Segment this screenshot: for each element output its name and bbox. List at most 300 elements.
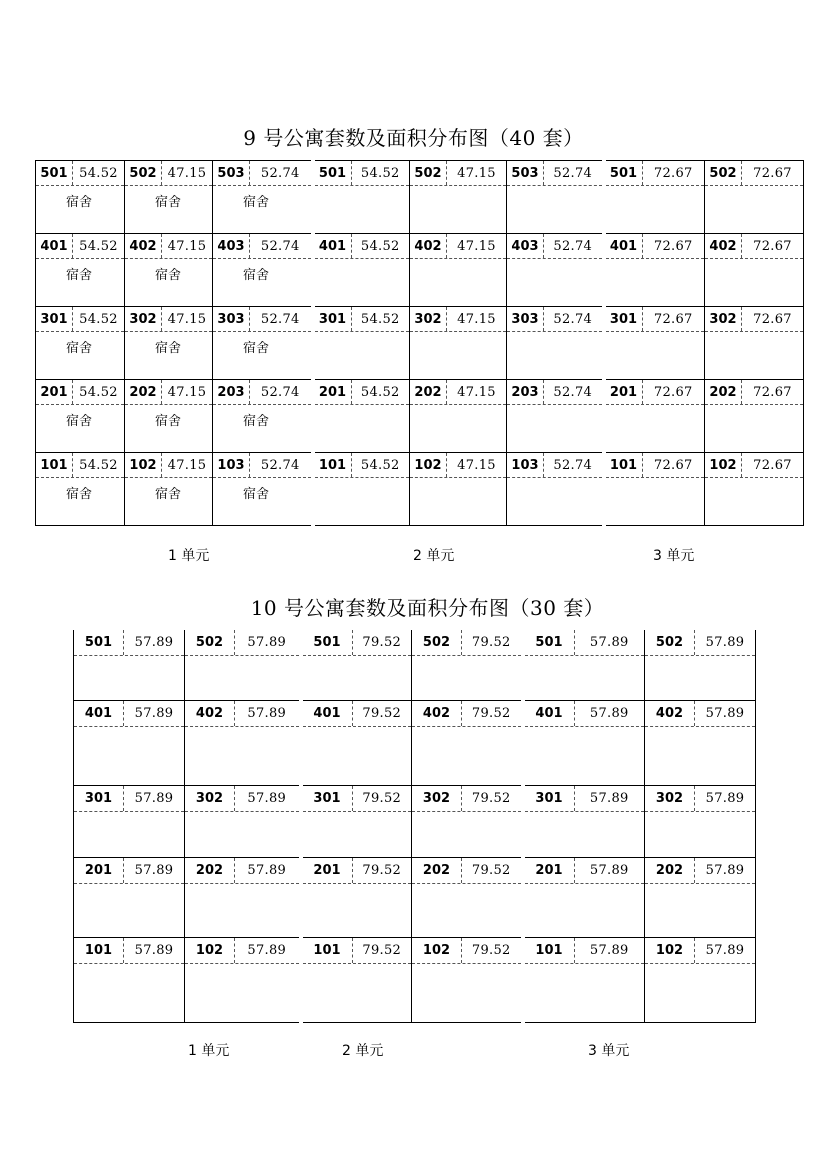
apartment-header xyxy=(645,938,755,964)
apartment-cell xyxy=(507,307,604,380)
room-area: 52.74 xyxy=(553,166,593,181)
apartment-cell xyxy=(125,380,213,453)
room-number: 501 xyxy=(303,630,353,655)
room-area: 47.15 xyxy=(167,312,207,327)
room-usage-note xyxy=(507,332,602,337)
room-usage-note: 宿舍 xyxy=(66,195,93,210)
room-area: 47.15 xyxy=(457,239,496,254)
room-area: 47.15 xyxy=(457,385,496,400)
apartment-cell xyxy=(213,453,313,526)
room-number: 102 xyxy=(410,453,447,477)
apartment-cell xyxy=(313,234,410,307)
room-number: 202 xyxy=(410,380,447,404)
room-number: 502 xyxy=(412,630,462,655)
room-number: 202 xyxy=(705,380,742,404)
apartment-cell xyxy=(301,858,412,938)
room-usage-note xyxy=(606,405,705,410)
room-number: 103 xyxy=(507,453,544,477)
room-number: 201 xyxy=(525,858,575,883)
room-area: 57.89 xyxy=(247,706,287,721)
building9-unit-3-label: 3 单元 xyxy=(653,548,695,564)
apartment-cell xyxy=(507,453,604,526)
apartment-header xyxy=(412,630,521,656)
room-area: 57.89 xyxy=(134,791,174,806)
room-number: 101 xyxy=(303,938,353,963)
room-area: 57.89 xyxy=(247,635,287,650)
apartment-header xyxy=(412,786,521,812)
apartment-cell xyxy=(705,307,804,380)
room-number: 502 xyxy=(125,161,162,185)
apartment-cell xyxy=(185,858,301,938)
apartment-header xyxy=(185,786,299,812)
apartment-header xyxy=(412,938,521,964)
apartment-cell xyxy=(412,858,523,938)
room-usage-note: 宿舍 xyxy=(243,487,270,502)
room-number: 403 xyxy=(213,234,250,258)
apartment-header xyxy=(645,786,755,812)
apartment-cell xyxy=(705,453,804,526)
room-number: 502 xyxy=(705,161,742,185)
apartment-header xyxy=(507,453,602,478)
apartment-cell xyxy=(705,234,804,307)
room-usage-note xyxy=(507,478,602,483)
apartment-cell xyxy=(74,938,185,1023)
room-area: 54.52 xyxy=(79,458,118,473)
room-area: 47.15 xyxy=(167,458,207,473)
apartment-cell xyxy=(604,234,705,307)
apartment-header xyxy=(606,453,705,478)
apartment-cell xyxy=(36,307,125,380)
room-number: 303 xyxy=(213,307,250,331)
room-number: 301 xyxy=(525,786,575,811)
room-usage-note xyxy=(705,332,803,337)
room-area: 52.74 xyxy=(260,166,300,181)
apartment-header xyxy=(36,234,124,259)
floor-row xyxy=(36,161,804,234)
apartment-cell xyxy=(645,786,756,858)
room-number: 203 xyxy=(213,380,250,404)
apartment-header xyxy=(74,701,184,727)
room-area: 57.89 xyxy=(134,706,174,721)
room-area: 57.89 xyxy=(589,791,629,806)
apartment-cell xyxy=(523,938,645,1023)
apartment-header xyxy=(315,380,410,405)
room-number: 302 xyxy=(410,307,447,331)
room-usage-note xyxy=(410,186,506,191)
apartment-header xyxy=(74,786,184,812)
floor-row xyxy=(36,453,804,526)
apartment-header xyxy=(74,938,184,964)
apartment-cell xyxy=(301,786,412,858)
apartment-cell xyxy=(36,161,125,234)
room-area: 79.52 xyxy=(362,706,402,721)
room-area: 54.52 xyxy=(360,385,400,400)
room-area: 72.67 xyxy=(753,239,792,254)
room-number: 502 xyxy=(185,630,235,655)
apartment-cell xyxy=(412,786,523,858)
apartment-cell xyxy=(523,858,645,938)
room-usage-note: 宿舍 xyxy=(243,341,270,356)
apartment-header xyxy=(507,161,602,186)
room-area: 52.74 xyxy=(260,385,300,400)
room-area: 72.67 xyxy=(653,312,693,327)
room-usage-note xyxy=(606,332,705,337)
room-area: 54.52 xyxy=(360,166,400,181)
building10-unit-2-label: 2 单元 xyxy=(342,1043,384,1059)
apartment-cell xyxy=(507,161,604,234)
apartment-header xyxy=(315,307,410,332)
apartment-cell xyxy=(185,630,301,701)
apartment-cell xyxy=(410,307,507,380)
room-number: 403 xyxy=(507,234,544,258)
apartment-cell xyxy=(412,938,523,1023)
room-area: 52.74 xyxy=(260,458,300,473)
room-area: 57.89 xyxy=(589,943,629,958)
room-area: 54.52 xyxy=(79,239,118,254)
apartment-cell xyxy=(125,307,213,380)
room-area: 57.89 xyxy=(247,791,287,806)
apartment-cell xyxy=(604,380,705,453)
room-number: 301 xyxy=(74,786,124,811)
room-number: 502 xyxy=(645,630,695,655)
apartment-cell xyxy=(604,307,705,380)
apartment-header xyxy=(185,701,299,727)
room-area: 54.52 xyxy=(360,458,400,473)
building10-unit-3-label: 3 单元 xyxy=(588,1043,630,1059)
room-area: 54.52 xyxy=(79,166,118,181)
room-number: 102 xyxy=(125,453,162,477)
apartment-header xyxy=(705,380,803,405)
room-number: 502 xyxy=(410,161,447,185)
room-number: 201 xyxy=(36,380,73,404)
apartment-header xyxy=(705,453,803,478)
apartment-header xyxy=(315,453,410,478)
apartment-cell xyxy=(185,786,301,858)
apartment-header xyxy=(705,161,803,186)
apartment-header xyxy=(36,161,124,186)
apartment-cell xyxy=(74,630,185,701)
apartment-cell xyxy=(410,161,507,234)
apartment-header xyxy=(315,234,410,259)
room-usage-note xyxy=(507,186,602,191)
room-area: 54.52 xyxy=(360,312,400,327)
room-number: 301 xyxy=(303,786,353,811)
apartment-cell xyxy=(523,630,645,701)
floor-row xyxy=(74,630,756,701)
apartment-cell xyxy=(36,234,125,307)
room-number: 201 xyxy=(315,380,352,404)
room-usage-note xyxy=(705,405,803,410)
apartment-header xyxy=(525,938,645,964)
room-area: 54.52 xyxy=(79,312,118,327)
room-usage-note xyxy=(705,478,803,483)
room-area: 52.74 xyxy=(553,312,593,327)
room-area: 47.15 xyxy=(457,458,496,473)
room-area: 79.52 xyxy=(471,706,511,721)
apartment-cell xyxy=(645,630,756,701)
room-number: 102 xyxy=(705,453,742,477)
apartment-header xyxy=(185,858,299,884)
room-usage-note: 宿舍 xyxy=(243,268,270,283)
room-usage-note xyxy=(315,186,410,191)
room-area: 57.89 xyxy=(589,706,629,721)
floor-row xyxy=(36,234,804,307)
apartment-cell xyxy=(213,380,313,453)
apartment-header xyxy=(525,858,645,884)
apartment-cell xyxy=(36,380,125,453)
building9-unit-1-label: 1 单元 xyxy=(168,548,210,564)
apartment-header xyxy=(606,161,705,186)
apartment-header xyxy=(606,380,705,405)
room-number: 501 xyxy=(74,630,124,655)
room-area: 57.89 xyxy=(705,791,745,806)
room-area: 57.89 xyxy=(589,863,629,878)
room-number: 301 xyxy=(606,307,643,331)
floor-row xyxy=(74,938,756,1023)
apartment-cell xyxy=(410,234,507,307)
room-number: 503 xyxy=(213,161,250,185)
floor-row xyxy=(36,380,804,453)
room-number: 401 xyxy=(36,234,73,258)
building9-floor-grid xyxy=(35,160,804,526)
room-area: 47.15 xyxy=(457,166,496,181)
apartment-cell xyxy=(213,161,313,234)
room-area: 79.52 xyxy=(362,635,402,650)
room-area: 54.52 xyxy=(360,239,400,254)
room-usage-note xyxy=(315,259,410,264)
apartment-cell xyxy=(313,161,410,234)
room-usage-note xyxy=(315,405,410,410)
apartment-cell xyxy=(412,630,523,701)
apartment-cell xyxy=(705,380,804,453)
building10-floor-grid xyxy=(73,630,756,1023)
room-area: 57.89 xyxy=(705,863,745,878)
apartment-header xyxy=(705,307,803,332)
apartment-header xyxy=(525,630,645,656)
room-number: 501 xyxy=(525,630,575,655)
apartment-cell xyxy=(523,701,645,786)
room-number: 203 xyxy=(507,380,544,404)
apartment-header xyxy=(125,453,212,478)
apartment-header xyxy=(412,858,521,884)
apartment-cell xyxy=(410,453,507,526)
apartment-cell xyxy=(645,701,756,786)
apartment-cell xyxy=(412,701,523,786)
apartment-header xyxy=(125,234,212,259)
room-area: 57.89 xyxy=(589,635,629,650)
room-area: 57.89 xyxy=(134,635,174,650)
apartment-header xyxy=(125,161,212,186)
room-usage-note: 宿舍 xyxy=(155,268,182,283)
room-number: 401 xyxy=(303,701,353,726)
room-area: 79.52 xyxy=(362,943,402,958)
apartment-header xyxy=(185,630,299,656)
room-number: 402 xyxy=(410,234,447,258)
room-number: 501 xyxy=(36,161,73,185)
apartment-header xyxy=(213,161,311,186)
room-area: 47.15 xyxy=(167,385,207,400)
room-usage-note xyxy=(410,259,506,264)
room-area: 79.52 xyxy=(471,863,511,878)
room-usage-note: 宿舍 xyxy=(66,268,93,283)
room-area: 57.89 xyxy=(247,863,287,878)
apartment-header xyxy=(410,380,506,405)
apartment-cell xyxy=(125,161,213,234)
room-area: 72.67 xyxy=(753,166,792,181)
room-number: 302 xyxy=(645,786,695,811)
room-usage-note: 宿舍 xyxy=(66,487,93,502)
room-area: 72.67 xyxy=(753,312,792,327)
room-area: 57.89 xyxy=(134,943,174,958)
room-number: 401 xyxy=(606,234,643,258)
room-usage-note: 宿舍 xyxy=(155,195,182,210)
room-usage-note: 宿舍 xyxy=(155,487,182,502)
room-number: 501 xyxy=(606,161,643,185)
apartment-header xyxy=(125,307,212,332)
room-number: 302 xyxy=(412,786,462,811)
apartment-header xyxy=(213,234,311,259)
apartment-cell xyxy=(645,858,756,938)
room-number: 101 xyxy=(315,453,352,477)
apartment-header xyxy=(606,234,705,259)
apartment-cell xyxy=(313,453,410,526)
room-area: 47.15 xyxy=(167,166,207,181)
apartment-cell xyxy=(301,938,412,1023)
room-number: 202 xyxy=(645,858,695,883)
room-number: 401 xyxy=(525,701,575,726)
room-number: 302 xyxy=(185,786,235,811)
apartment-cell xyxy=(507,380,604,453)
room-number: 402 xyxy=(705,234,742,258)
room-number: 302 xyxy=(125,307,162,331)
apartment-cell xyxy=(313,307,410,380)
apartment-cell xyxy=(705,161,804,234)
apartment-cell xyxy=(185,938,301,1023)
apartment-header xyxy=(36,380,124,405)
apartment-header xyxy=(125,380,212,405)
apartment-cell xyxy=(507,234,604,307)
room-area: 52.74 xyxy=(260,312,300,327)
apartment-cell xyxy=(645,938,756,1023)
apartment-cell xyxy=(301,630,412,701)
apartment-cell xyxy=(125,234,213,307)
apartment-header xyxy=(525,786,645,812)
apartment-cell xyxy=(74,701,185,786)
apartment-header xyxy=(303,786,412,812)
apartment-header xyxy=(410,307,506,332)
room-number: 101 xyxy=(74,938,124,963)
room-area: 72.67 xyxy=(653,239,693,254)
room-area: 72.67 xyxy=(653,385,693,400)
room-number: 102 xyxy=(185,938,235,963)
room-area: 79.52 xyxy=(362,863,402,878)
room-usage-note: 宿舍 xyxy=(155,341,182,356)
room-usage-note xyxy=(410,478,506,483)
room-area: 52.74 xyxy=(553,385,593,400)
room-usage-note: 宿舍 xyxy=(243,414,270,429)
room-number: 303 xyxy=(507,307,544,331)
building10-title: 10 号公寓套数及面积分布图（30 套） xyxy=(250,596,605,620)
room-number: 301 xyxy=(315,307,352,331)
room-usage-note xyxy=(410,332,506,337)
room-number: 503 xyxy=(507,161,544,185)
apartment-header xyxy=(213,380,311,405)
apartment-header xyxy=(74,858,184,884)
apartment-cell xyxy=(604,161,705,234)
room-number: 402 xyxy=(125,234,162,258)
room-number: 402 xyxy=(412,701,462,726)
apartment-header xyxy=(410,234,506,259)
room-area: 79.52 xyxy=(471,791,511,806)
apartment-header xyxy=(412,701,521,727)
apartment-header xyxy=(606,307,705,332)
apartment-cell xyxy=(74,858,185,938)
room-number: 302 xyxy=(705,307,742,331)
apartment-cell xyxy=(301,701,412,786)
room-number: 402 xyxy=(185,701,235,726)
room-usage-note xyxy=(606,478,705,483)
apartment-cell xyxy=(125,453,213,526)
apartment-header xyxy=(410,453,506,478)
apartment-header xyxy=(303,938,412,964)
room-usage-note xyxy=(606,259,705,264)
room-area: 72.67 xyxy=(753,458,792,473)
room-usage-note xyxy=(606,186,705,191)
room-area: 72.67 xyxy=(753,385,792,400)
room-number: 402 xyxy=(645,701,695,726)
room-number: 301 xyxy=(36,307,73,331)
room-area: 57.89 xyxy=(247,943,287,958)
room-usage-note xyxy=(705,186,803,191)
apartment-cell xyxy=(313,380,410,453)
apartment-header xyxy=(185,938,299,964)
apartment-header xyxy=(645,701,755,727)
room-usage-note xyxy=(507,405,602,410)
room-number: 201 xyxy=(303,858,353,883)
room-area: 47.15 xyxy=(167,239,207,254)
apartment-header xyxy=(507,234,602,259)
room-usage-note xyxy=(705,259,803,264)
apartment-header xyxy=(303,858,412,884)
apartment-header xyxy=(36,307,124,332)
room-area: 57.89 xyxy=(134,863,174,878)
floor-row xyxy=(74,858,756,938)
apartment-header xyxy=(507,307,602,332)
room-usage-note xyxy=(315,478,410,483)
apartment-cell xyxy=(74,786,185,858)
room-number: 401 xyxy=(315,234,352,258)
apartment-header xyxy=(507,380,602,405)
room-number: 101 xyxy=(36,453,73,477)
apartment-cell xyxy=(185,701,301,786)
room-area: 47.15 xyxy=(457,312,496,327)
room-area: 52.74 xyxy=(260,239,300,254)
room-area: 72.67 xyxy=(653,166,693,181)
apartment-header xyxy=(525,701,645,727)
room-area: 79.52 xyxy=(471,635,511,650)
room-usage-note: 宿舍 xyxy=(66,341,93,356)
apartment-cell xyxy=(523,786,645,858)
room-number: 101 xyxy=(525,938,575,963)
room-area: 57.89 xyxy=(705,943,745,958)
apartment-header xyxy=(705,234,803,259)
room-area: 72.67 xyxy=(653,458,693,473)
room-area: 52.74 xyxy=(553,458,593,473)
room-area: 79.52 xyxy=(471,943,511,958)
apartment-cell xyxy=(410,380,507,453)
apartment-header xyxy=(645,630,755,656)
building9-unit-2-label: 2 单元 xyxy=(413,548,455,564)
